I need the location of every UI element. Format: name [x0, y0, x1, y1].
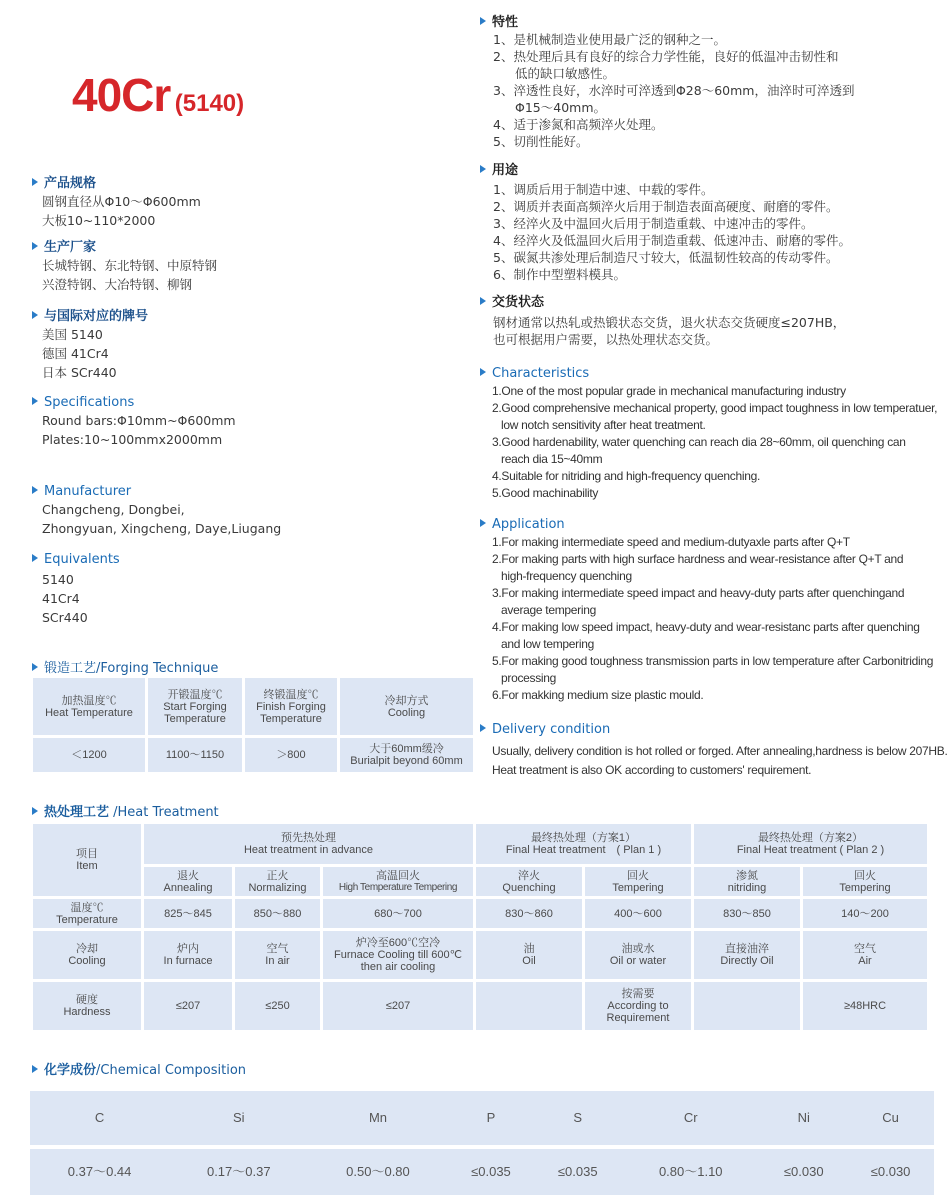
heat-treatment-table	[30, 821, 930, 1033]
chem-element: Cu	[847, 1091, 934, 1145]
text-line: low notch sensitivity after heat treatment.	[501, 418, 706, 432]
use-en-heading: Application	[480, 517, 933, 532]
heat-cell: 按需要 According to Requirement	[585, 982, 691, 1030]
chem-value: 0.37～0.44	[30, 1149, 169, 1195]
heat-group-header: 最终热处理（方案1） Final Heat treatment ( Plan 1 )	[476, 824, 691, 864]
props-en-section	[480, 366, 937, 502]
equiv-en-heading: Equivalents	[32, 552, 120, 567]
heat-cell: 825～845	[144, 899, 232, 928]
text-line: reach dia 15~40mm	[501, 452, 603, 466]
text-line: 1.For making intermediate speed and medium-dutyaxle parts after Q+T	[492, 535, 850, 549]
text-line: 1.One of the most popular grade in mechanical manufacturing industry	[492, 384, 846, 398]
props-cn-section	[480, 11, 854, 150]
text-line: 5.For making good toughness transmission parts in low temperature after Carbonitriding	[492, 654, 934, 668]
chem-value: 0.50～0.80	[308, 1149, 447, 1195]
text-line: SCr440	[42, 610, 88, 625]
heat-cell: ≤207	[144, 982, 232, 1030]
heat-row-label: 温度℃ Temperature	[33, 899, 141, 928]
text-line: 2.Good comprehensive mechanical property, good impact toughness in low temperatuer,	[492, 401, 938, 415]
heat-cell: 680～700	[323, 899, 473, 928]
arrow-icon	[32, 242, 38, 250]
arrow-icon	[32, 178, 38, 186]
delivery-en-section	[480, 722, 947, 780]
text-line: Round bars:Φ10mm~Φ600mm	[42, 413, 236, 428]
heat-col-header: 回火 Tempering	[803, 867, 927, 896]
forging-table	[30, 675, 476, 775]
text-line: 2、调质并表面高频淬火后用于制造表面高硬度、耐磨的零件。	[493, 199, 839, 214]
forging-heading: 锻造工艺/Forging Technique	[32, 657, 218, 676]
equiv-cn-section	[32, 305, 148, 382]
text-line: 钢材通常以热轧或热锻状态交货，退火状态交货硬度≤207HB，	[493, 315, 846, 330]
chem-element: C	[30, 1091, 169, 1145]
maker-cn-section	[32, 236, 217, 294]
text-line: Φ15～40mm。	[515, 100, 607, 115]
arrow-icon	[480, 368, 486, 376]
use-en-section	[480, 517, 933, 704]
text-line: 3.For making intermediate speed impact and heavy-duty parts after quenchingand	[492, 586, 905, 600]
arrow-icon	[32, 486, 38, 494]
text-line: 德国 41Cr4	[42, 346, 109, 361]
text-line: 2.For making parts with high surface hardness and wear-resistance after Q+T and	[492, 552, 904, 566]
product-title	[72, 68, 244, 122]
heat-cell: 850～880	[235, 899, 320, 928]
text-line: 5、碳氮共渗处理后制造尺寸较大，低温韧性较高的传动零件。	[493, 250, 839, 265]
heat-cell: ≤207	[323, 982, 473, 1030]
text-line: average tempering	[501, 603, 596, 617]
equiv-cn-heading: 与国际对应的牌号	[32, 305, 148, 324]
text-line: Plates:10~100mmx2000mm	[42, 432, 223, 447]
grade-name: 40Cr	[72, 69, 171, 121]
spec-cn-section	[32, 172, 201, 230]
spec-en-heading: Specifications	[32, 395, 236, 410]
heat-cell: 油或水 Oil or water	[585, 931, 691, 979]
spec-en-section	[32, 395, 236, 449]
heat-row-label: 冷却 Cooling	[33, 931, 141, 979]
text-line: 兴澄特钢、大冶特钢、柳钢	[42, 277, 193, 292]
text-line: 1、是机械制造业使用最广泛的钢种之一。	[493, 32, 726, 47]
text-line: Usually, delivery condition is hot rolled or forged. After annealing,hardness is below 207HB.	[492, 744, 948, 758]
heat-item-header: 项目 Item	[33, 824, 141, 896]
forging-header-cell: 加热温度℃ Heat Temperature	[33, 678, 145, 735]
text-line: Zhongyuan, Xingcheng, Daye,Liugang	[42, 521, 282, 536]
text-line: 4、适于渗氮和高频淬火处理。	[493, 117, 664, 132]
text-line: 5140	[42, 572, 74, 587]
text-line: 3.Good hardenability, water quenching can reach dia 28~60mm, oil quenching can	[492, 435, 906, 449]
arrow-icon	[480, 165, 486, 173]
text-line: Changcheng, Dongbei,	[42, 502, 185, 517]
text-line: 6、制作中型塑料模具。	[493, 267, 626, 282]
arrow-icon	[32, 663, 38, 671]
heat-cell: 140～200	[803, 899, 927, 928]
text-line: 圆钢直径从Φ10～Φ600mm	[42, 194, 201, 209]
heat-col-header: 渗氮 nitriding	[694, 867, 800, 896]
heat-col-header: 淬火 Quenching	[476, 867, 582, 896]
delivery-cn-section	[480, 291, 845, 348]
heat-cell: 炉冷至600℃空冷 Furnace Cooling till 600℃ then air cooling	[323, 931, 473, 979]
arrow-icon	[32, 1065, 38, 1073]
heat-col-header: 退火 Annealing	[144, 867, 232, 896]
arrow-icon	[32, 397, 38, 405]
chem-element: S	[534, 1091, 621, 1145]
text-line: 美国 5140	[42, 327, 103, 342]
chem-table	[30, 1087, 934, 1199]
spec-cn-heading: 产品规格	[32, 172, 201, 191]
chem-value: ≤0.035	[534, 1149, 621, 1195]
heat-col-header: 回火 Tempering	[585, 867, 691, 896]
heat-group-header: 预先热处理 Heat treatment in advance	[144, 824, 473, 864]
heat-cell: 400～600	[585, 899, 691, 928]
heat-cell: 空气 Air	[803, 931, 927, 979]
arrow-icon	[32, 554, 38, 562]
text-line: Heat treatment is also OK according to customers' requirement.	[492, 763, 812, 777]
heat-col-header: 正火 Normalizing	[235, 867, 320, 896]
heat-cell: ≥48HRC	[803, 982, 927, 1030]
maker-cn-heading: 生产厂家	[32, 236, 217, 255]
text-line: 4.Suitable for nitriding and high-frequency quenching.	[492, 469, 760, 483]
arrow-icon	[32, 311, 38, 319]
heat-cell: 油 Oil	[476, 931, 582, 979]
forging-value-cell: 大于60mm缓冷 Burialpit beyond 60mm	[340, 738, 473, 772]
forging-value-cell: ＞800	[245, 738, 337, 772]
chem-element: Ni	[760, 1091, 847, 1145]
text-line: 低的缺口敏感性。	[515, 66, 616, 81]
chem-value: 0.17～0.37	[169, 1149, 308, 1195]
delivery-en-heading: Delivery condition	[480, 722, 947, 737]
forging-header-cell: 开锻温度℃ Start Forging Temperature	[148, 678, 242, 735]
chem-value: ≤0.030	[847, 1149, 934, 1195]
heat-col-header: 高温回火 High Temperature Tempering	[323, 867, 473, 896]
chem-element: Si	[169, 1091, 308, 1145]
chem-value: ≤0.035	[448, 1149, 535, 1195]
heat-cell: ≤250	[235, 982, 320, 1030]
delivery-cn-heading: 交货状态	[480, 291, 845, 310]
text-line: and low tempering	[501, 637, 594, 651]
heat-cell: 830～860	[476, 899, 582, 928]
heat-heading: 热处理工艺 /Heat Treatment	[32, 801, 219, 820]
text-line: 3、经淬火及中温回火后用于制造重载、中速冲击的零件。	[493, 216, 814, 231]
text-line: 大板10~110*2000	[42, 213, 156, 228]
forging-value-cell: 1100～1150	[148, 738, 242, 772]
props-cn-heading: 特性	[480, 11, 854, 30]
arrow-icon	[480, 297, 486, 305]
equiv-en-section	[32, 552, 120, 627]
chem-element: Cr	[621, 1091, 760, 1145]
text-line: 41Cr4	[42, 591, 80, 606]
heat-cell	[694, 982, 800, 1030]
heat-cell: 直接油淬 Directly Oil	[694, 931, 800, 979]
use-cn-section	[480, 159, 851, 283]
text-line: 长城特钢、东北特钢、中原特钢	[42, 258, 218, 273]
text-line: 6.For makking medium size plastic mould.	[492, 688, 704, 702]
text-line: 3、淬透性良好，水淬时可淬透到Φ28～60mm，油淬时可淬透到	[493, 83, 855, 98]
heat-cell: 空气 In air	[235, 931, 320, 979]
forging-header-cell: 冷却方式 Cooling	[340, 678, 473, 735]
use-cn-heading: 用途	[480, 159, 851, 178]
chem-element: Mn	[308, 1091, 447, 1145]
props-en-heading: Characteristics	[480, 366, 937, 381]
text-line: 日本 SCr440	[42, 365, 117, 380]
forging-header-cell: 终锻温度℃ Finish Forging Temperature	[245, 678, 337, 735]
text-line: 5.Good machinability	[492, 486, 599, 500]
heat-group-header: 最终热处理（方案2） Final Heat treatment ( Plan 2 )	[694, 824, 927, 864]
text-line: processing	[501, 671, 557, 685]
chem-heading: 化学成份/Chemical Composition	[32, 1059, 246, 1078]
heat-row-label: 硬度 Hardness	[33, 982, 141, 1030]
text-line: 4、经淬火及低温回火后用于制造重载、低速冲击、耐磨的零件。	[493, 233, 851, 248]
chem-element: P	[448, 1091, 535, 1145]
forging-value-cell: ＜1200	[33, 738, 145, 772]
arrow-icon	[480, 724, 486, 732]
arrow-icon	[480, 519, 486, 527]
chem-value: ≤0.030	[760, 1149, 847, 1195]
heat-cell: 炉内 In furnace	[144, 931, 232, 979]
maker-en-section	[32, 484, 281, 538]
text-line: high-frequency quenching	[501, 569, 632, 583]
arrow-icon	[32, 807, 38, 815]
text-line: 5、切削性能好。	[493, 134, 589, 149]
text-line: 也可根据用户需要，以热处理状态交货。	[493, 332, 719, 347]
heat-cell	[476, 982, 582, 1030]
chem-value: 0.80～1.10	[621, 1149, 760, 1195]
heat-cell: 830～850	[694, 899, 800, 928]
text-line: 4.For making low speed impact, heavy-duty and wear-resistanc parts after quenching	[492, 620, 920, 634]
text-line: 2、热处理后具有良好的综合力学性能，良好的低温冲击韧性和	[493, 49, 839, 64]
grade-equivalent: (5140)	[174, 90, 245, 117]
text-line: 1、调质后用于制造中速、中载的零件。	[493, 182, 714, 197]
maker-en-heading: Manufacturer	[32, 484, 281, 499]
arrow-icon	[480, 17, 486, 25]
